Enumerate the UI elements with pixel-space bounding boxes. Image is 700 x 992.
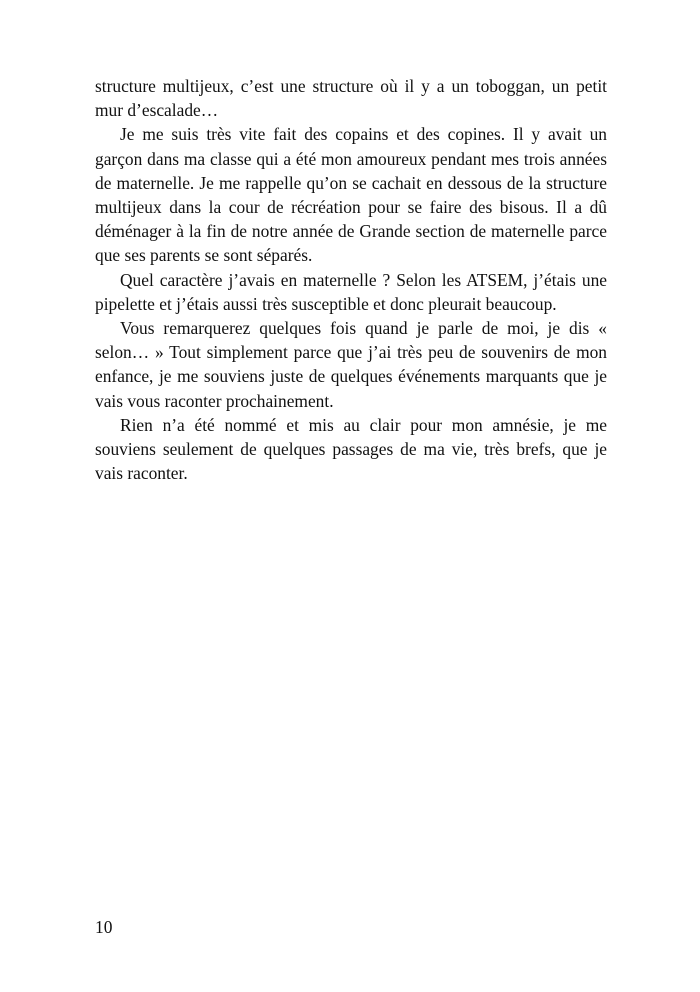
paragraph-continuation: structure multijeux, c’est une structure où il y a un toboggan, un petit mur d’escalade… [95, 76, 607, 121]
paragraph-amnesia: Rien n’a été nommé et mis au clair pour mon amnésie, je me souviens seulement de quelques passages de ma vie, très brefs, que je vais raconter. [95, 414, 607, 484]
paragraph-friends: Je me suis très vite fait des copains et des copines. Il y avait un garçon dans ma classe qui a été mon amoureux pendant mes trois années de maternelle. Je me rappelle qu’on se cachait en dessous de la structure multijeux dans la cour de récréation pour se faire des bisous. Il a dû déménager à la fin de notre année de Grande section de maternelle parce que ses parents se sont séparés. [95, 124, 607, 266]
paragraph-memories: Vous remarquerez quelques fois quand je parle de moi, je dis « selon… » Tout simplement parce que j’ai très peu de souvenirs de mon enfance, je me souviens juste de quelques événements marquants que je vais vous raconter prochainement. [95, 318, 607, 411]
page-number: 10 [95, 917, 113, 937]
paragraph-character: Quel caractère j’avais en maternelle ? Selon les ATSEM, j’étais une pipelette et j’étais aussi très susceptible et donc pleurait beaucoup. [95, 269, 607, 314]
body-text [95, 74, 607, 485]
